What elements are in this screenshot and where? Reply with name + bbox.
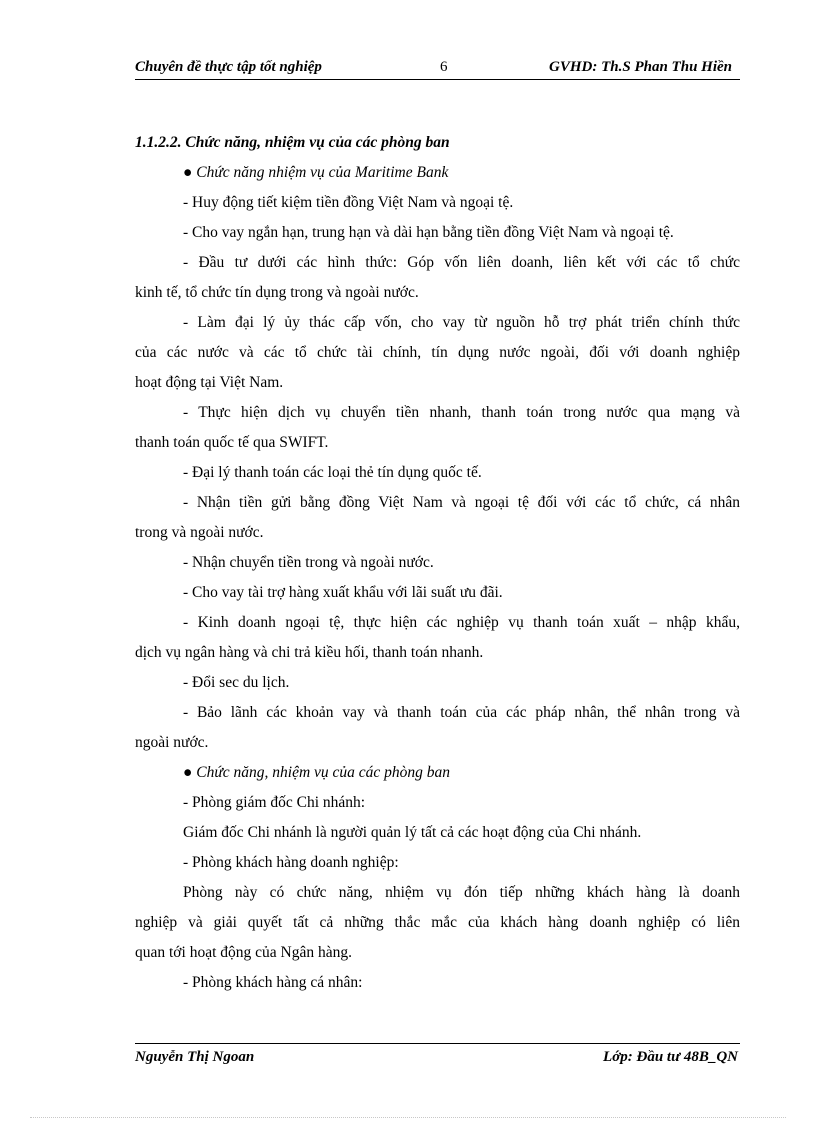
paragraph-line: Giám đốc Chi nhánh là người quản lý tất cả các hoạt động của Chi nhánh.: [183, 824, 642, 841]
bullet-heading: ● Chức năng, nhiệm vụ của các phòng ban: [183, 764, 451, 781]
paragraph-line: Phòng này có chức năng, nhiệm vụ đón tiếp những khách hàng là doanh: [183, 884, 740, 901]
paragraph-line: - Nhận chuyển tiền trong và ngoài nước.: [183, 554, 434, 571]
page-header: [135, 57, 740, 80]
paragraph-line: - Phòng khách hàng cá nhân:: [183, 974, 363, 991]
paragraph-line: - Kinh doanh ngoại tệ, thực hiện các nghiệp vụ thanh toán xuất – nhập khẩu,: [183, 614, 740, 631]
paragraph-line: trong và ngoài nước.: [135, 524, 264, 541]
paragraph-line: - Cho vay tài trợ hàng xuất khẩu với lãi suất ưu đãi.: [183, 584, 503, 601]
paragraph-line: - Nhận tiền gửi bằng đồng Việt Nam và ngoại tệ đối với các tổ chức, cá nhân: [183, 494, 740, 511]
paragraph-line: - Thực hiện dịch vụ chuyển tiền nhanh, thanh toán trong nước qua mạng và: [183, 404, 740, 421]
paragraph-line: - Cho vay ngắn hạn, trung hạn và dài hạn bằng tiền đồng Việt Nam và ngoại tệ.: [183, 224, 674, 241]
paragraph-line: của các nước và các tổ chức tài chính, tín dụng nước ngoài, đối với doanh nghiệp: [135, 344, 740, 361]
page-bottom-divider: [30, 1117, 786, 1118]
paragraph-line: - Đổi sec du lịch.: [183, 674, 290, 691]
footer-class: Lớp: Đầu tư 48B_QN: [603, 1049, 738, 1065]
paragraph-line: dịch vụ ngân hàng và chi trả kiều hối, thanh toán nhanh.: [135, 644, 484, 661]
header-advisor: GVHD: Th.S Phan Thu Hiền: [549, 59, 732, 75]
paragraph-line: nghiệp và giải quyết tất cả những thắc mắc của khách hàng doanh nghiệp có liên: [135, 914, 740, 931]
bullet-heading: ● Chức năng nhiệm vụ của Maritime Bank: [183, 164, 449, 181]
paragraph-line: kinh tế, tổ chức tín dụng trong và ngoài nước.: [135, 284, 419, 301]
paragraph-line: - Huy động tiết kiệm tiền đồng Việt Nam và ngoại tệ.: [183, 194, 514, 211]
paragraph-line: - Đại lý thanh toán các loại thẻ tín dụng quốc tế.: [183, 464, 482, 481]
paragraph-line: - Làm đại lý ủy thác cấp vốn, cho vay từ nguồn hỗ trợ phát triển chính thức: [183, 314, 740, 331]
paragraph-line: ngoài nước.: [135, 734, 209, 751]
paragraph-line: hoạt động tại Việt Nam.: [135, 374, 284, 391]
paragraph-line: - Đầu tư dưới các hình thức: Góp vốn liên doanh, liên kết với các tổ chức: [183, 254, 740, 271]
paragraph-line: - Bảo lãnh các khoản vay và thanh toán của các pháp nhân, thể nhân trong và: [183, 704, 740, 721]
paragraph-line: thanh toán quốc tế qua SWIFT.: [135, 434, 329, 451]
section-title: 1.1.2.2. Chức năng, nhiệm vụ của các phòng ban: [135, 134, 450, 151]
paragraph-line: - Phòng khách hàng doanh nghiệp:: [183, 854, 399, 871]
page-number: 6: [440, 59, 448, 75]
header-thesis-title: Chuyên đề thực tập tốt nghiệp: [135, 59, 322, 75]
footer-author: Nguyễn Thị Ngoan: [135, 1049, 255, 1065]
page-footer: [135, 1043, 740, 1065]
paragraph-line: quan tới hoạt động của Ngân hàng.: [135, 944, 352, 961]
paragraph-line: - Phòng giám đốc Chi nhánh:: [183, 794, 366, 811]
